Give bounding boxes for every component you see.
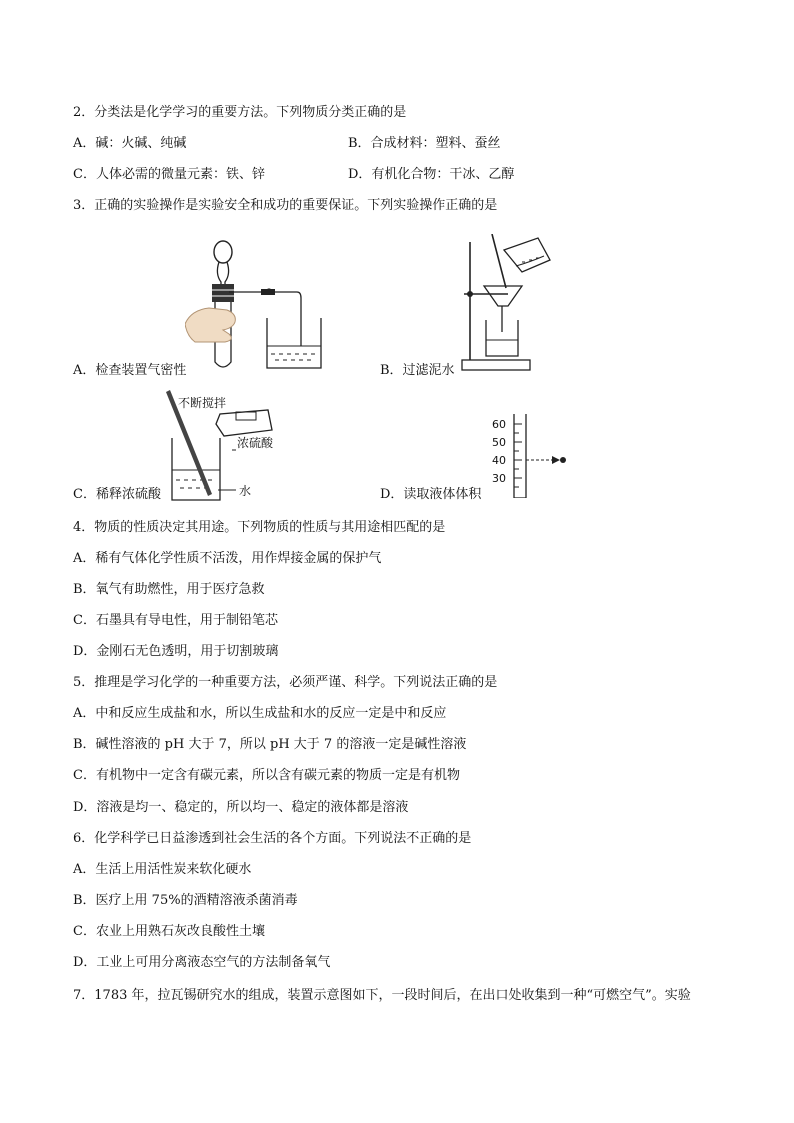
q6-option-d[interactable]: D．工业上可用分离液态空气的方法制备氧气 — [73, 955, 331, 970]
q6-option-b[interactable]: B．医疗上用 75%的酒精溶液杀菌消毒 — [73, 893, 298, 908]
q4-option-a[interactable]: A．稀有气体化学性质不活泼，用作焊接金属的保护气 — [73, 551, 382, 566]
fig-c-stir-label: 不断搅拌 — [178, 396, 227, 410]
figure-a-airtightness — [185, 238, 335, 373]
q4-option-d[interactable]: D．金刚石无色透明，用于切割玻璃 — [73, 644, 279, 659]
q4-option-b[interactable]: B．氧气有助燃性，用于医疗急救 — [73, 582, 265, 597]
q5-option-d[interactable]: D．溶液是均一、稳定的，所以均一、稳定的液体都是溶液 — [73, 800, 409, 815]
fig-c-acid-label: 浓硫酸 — [237, 436, 274, 450]
q5-option-a[interactable]: A．中和反应生成盐和水，所以生成盐和水的反应一定是中和反应 — [73, 706, 447, 721]
q2-option-a[interactable]: A．碱：火碱、纯碱 — [73, 136, 187, 151]
figure-b-filtration — [458, 234, 578, 376]
q6-option-a[interactable]: A．生活上用活性炭来软化硬水 — [73, 862, 252, 877]
fig-c-water-label: 水 — [239, 484, 252, 498]
q7-stem: 7．1783 年，拉瓦锡研究水的组成，装置示意图如下，一段时间后，在出口处收集到一种“可燃空气”。实验 — [73, 988, 691, 1003]
q5-stem: 5．推理是学习化学的一种重要方法，必须严谨、科学。下列说法正确的是 — [73, 675, 498, 690]
q2-option-c[interactable]: C．人体必需的微量元素：铁、锌 — [73, 167, 265, 182]
fig-d-tick-30: 30 — [492, 472, 506, 485]
q6-stem: 6．化学科学已日益渗透到社会生活的各个方面。下列说法不正确的是 — [73, 831, 472, 846]
q3-option-c[interactable]: C．稀释浓硫酸 — [73, 487, 161, 502]
fig-d-tick-50: 50 — [492, 436, 506, 449]
fig-d-tick-40: 40 — [492, 454, 506, 467]
q2-option-b[interactable]: B．合成材料：塑料、蚕丝 — [348, 136, 501, 151]
q2-option-d[interactable]: D．有机化合物：干冰、乙醇 — [348, 167, 515, 182]
q6-option-c[interactable]: C．农业上用熟石灰改良酸性土壤 — [73, 924, 265, 939]
q3-option-a[interactable]: A．检查装置气密性 — [73, 363, 187, 378]
q5-option-c[interactable]: C．有机物中一定含有碳元素，所以含有碳元素的物质一定是有机物 — [73, 768, 460, 783]
q5-option-b[interactable]: B．碱性溶液的 pH 大于 7，所以 pH 大于 7 的溶液一定是碱性溶液 — [73, 737, 467, 752]
q3-option-b[interactable]: B．过滤泥水 — [380, 363, 455, 378]
q3-stem: 3．正确的实验操作是实验安全和成功的重要保证。下列实验操作正确的是 — [73, 198, 498, 213]
q2-stem: 2．分类法是化学学习的重要方法。下列物质分类正确的是 — [73, 105, 407, 120]
q4-stem: 4．物质的性质决定其用途。下列物质的性质与其用途相匹配的是 — [73, 520, 446, 535]
fig-d-tick-60: 60 — [492, 418, 506, 431]
q3-option-d[interactable]: D．读取液体体积 — [380, 487, 482, 502]
q4-option-c[interactable]: C．石墨具有导电性，用于制铅笔芯 — [73, 613, 278, 628]
